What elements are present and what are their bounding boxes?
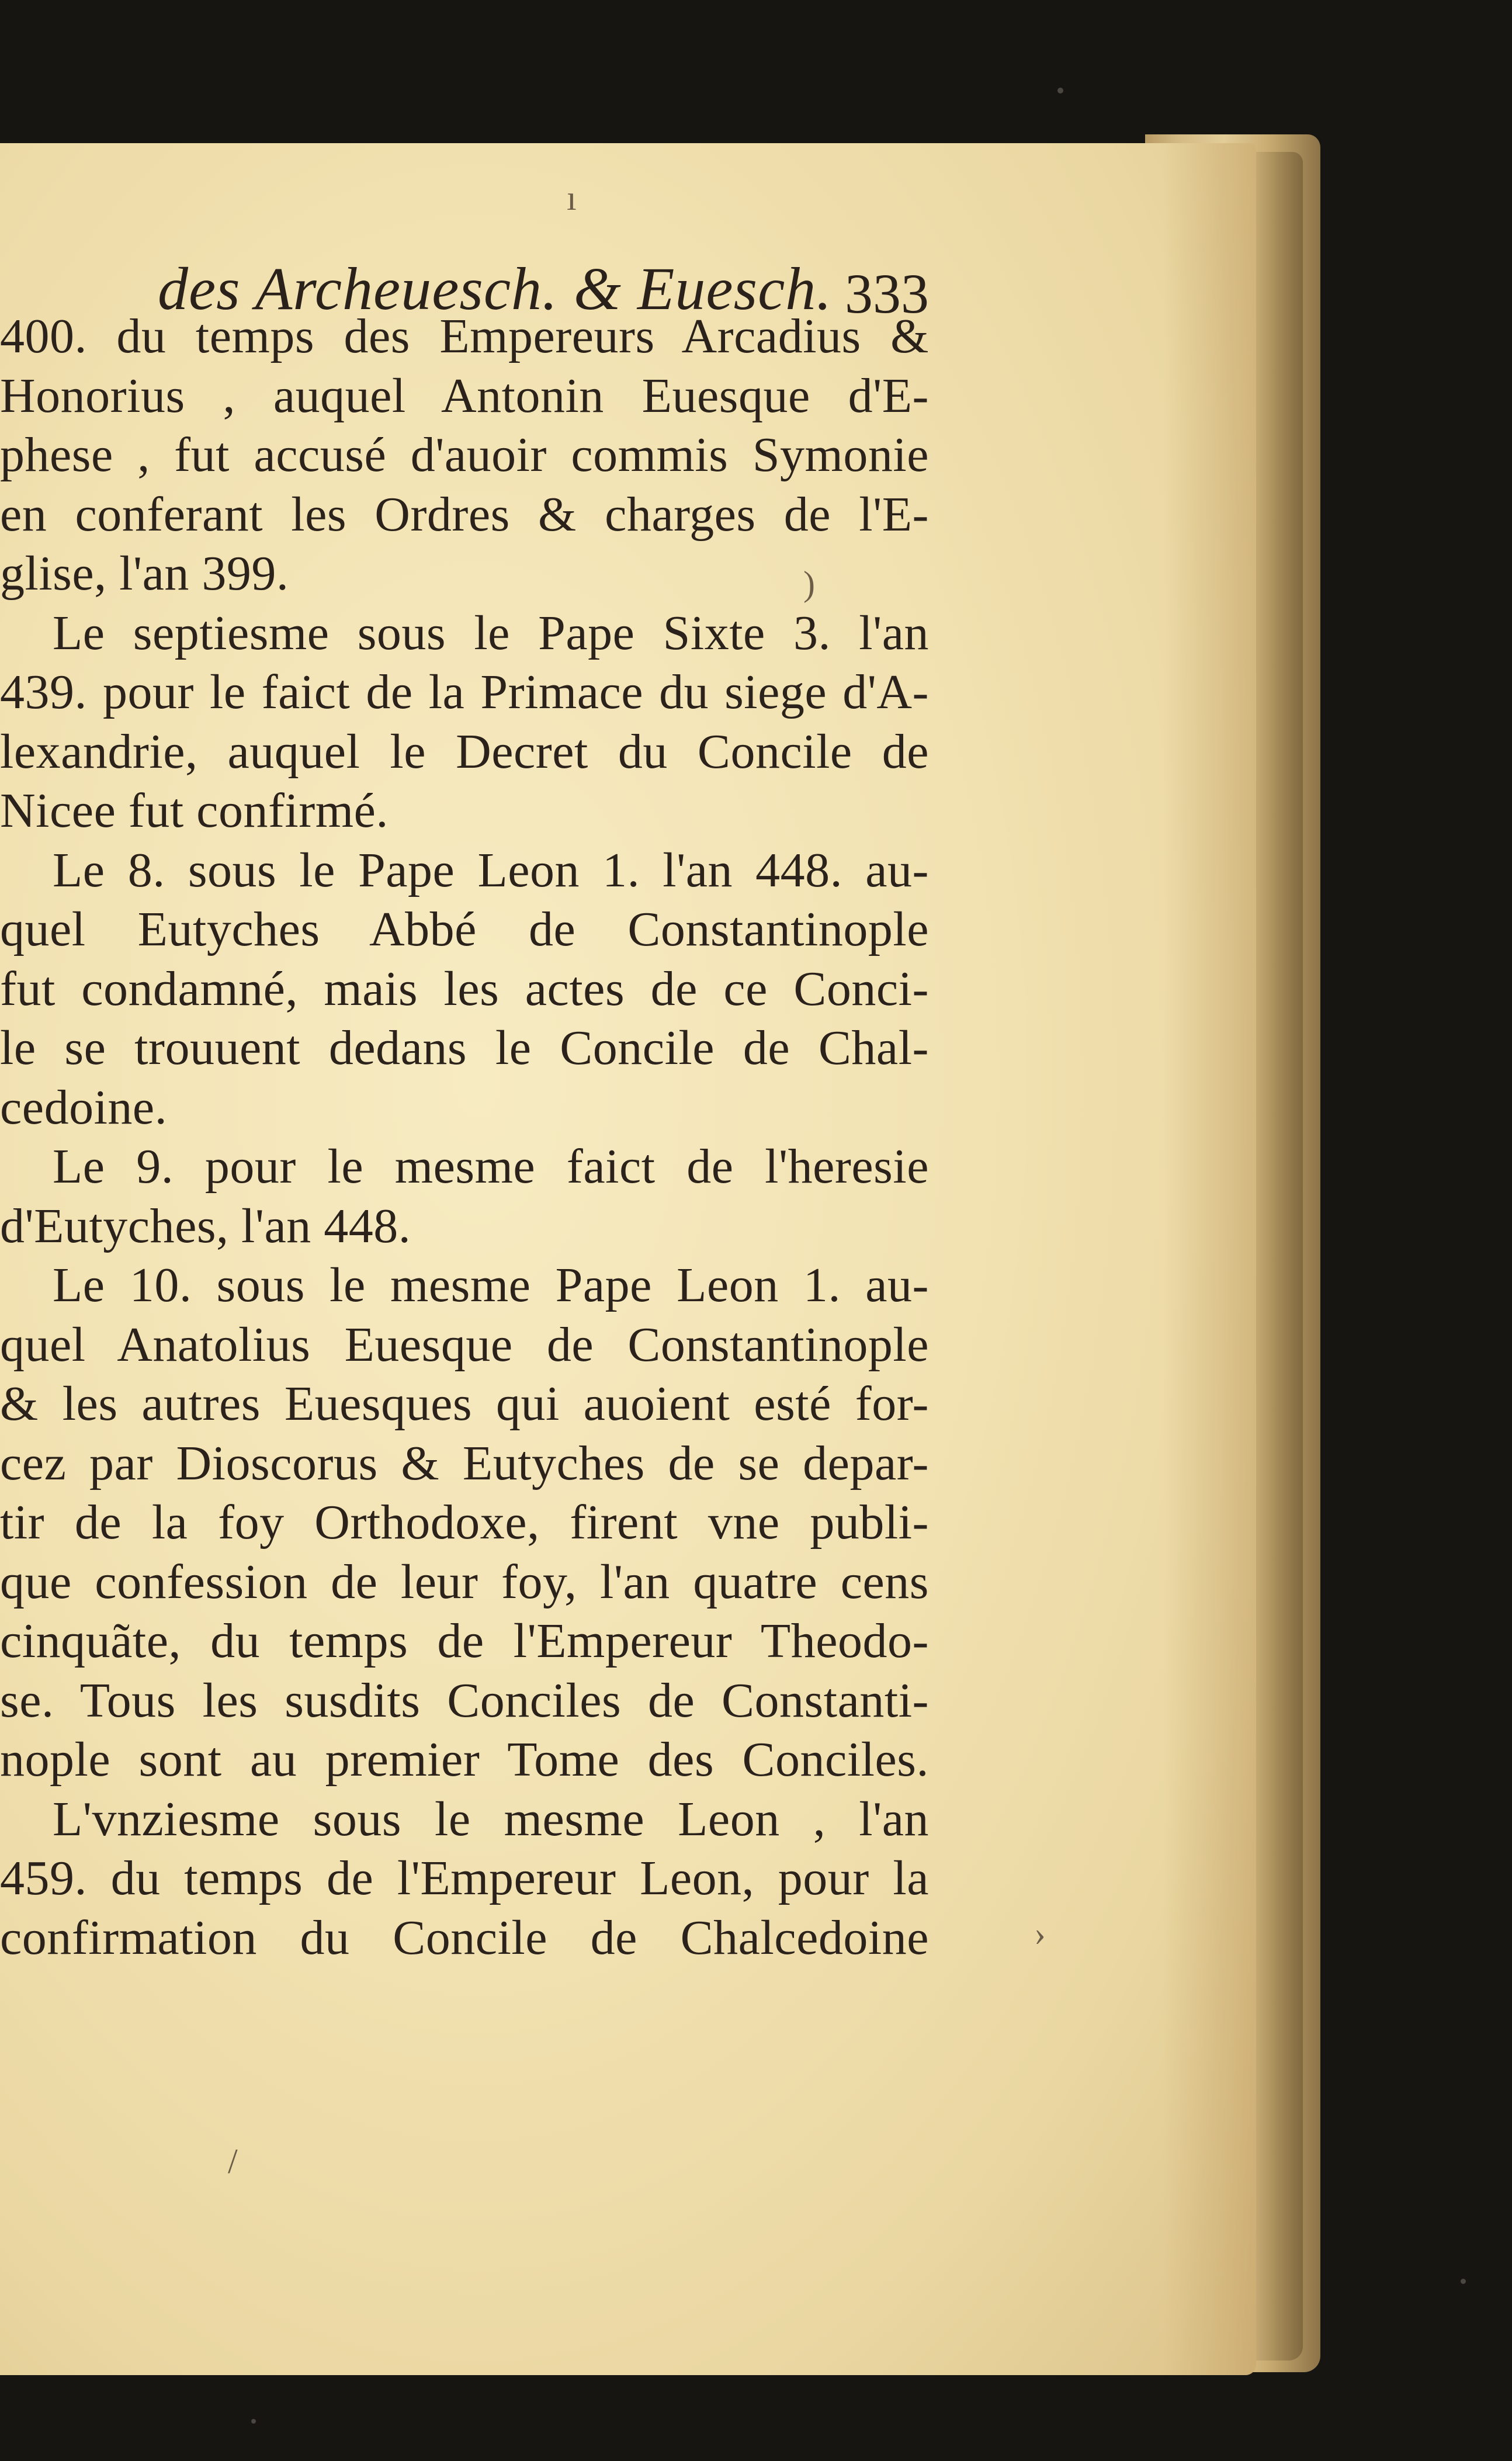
text-line: 439. pour le faict de la Primace du siege d'A- <box>0 665 929 719</box>
text-line: 459. du temps de l'Empereur Leon, pour la <box>0 1851 929 1905</box>
text-line: phese , fut accusé d'auoir commis Symonie <box>0 428 929 482</box>
margin-mark: › <box>1034 1914 1046 1953</box>
text-line: Le septiesme sous le Pape Sixte 3. l'an <box>53 605 929 660</box>
text-line: que confession de leur foy, l'an quatre cens <box>0 1554 929 1609</box>
backdrop-speck <box>1057 88 1063 93</box>
text-line: Le 9. pour le mesme faict de l'heresie <box>53 1139 929 1194</box>
text-line: tir de la foy Orthodoxe, firent vne publi- <box>0 1495 929 1550</box>
running-head: des Archeuesch. & Euesch. <box>158 255 833 323</box>
backdrop-speck <box>1461 2279 1466 2284</box>
text-line: L'vnziesme sous le mesme Leon , l'an <box>53 1791 929 1846</box>
text-line: lexandrie, auquel le Decret du Concile de <box>0 724 929 779</box>
text-line: quel Anatolius Euesque de Constantinople <box>0 1317 929 1372</box>
text-line: Le 10. sous le mesme Pape Leon 1. au- <box>53 1258 929 1312</box>
text-line: d'Eutyches, l'an 448. <box>0 1198 411 1253</box>
margin-mark: / <box>228 2142 238 2181</box>
text-line: Nicee fut confirmé. <box>0 784 389 838</box>
text-line: Honorius , auquel Antonin Euesque d'E- <box>0 368 929 423</box>
text-line: cinquãte, du temps de l'Empereur Theodo- <box>0 1614 929 1668</box>
text-line: 400. du temps des Empereurs Arcadius & <box>0 309 929 363</box>
body-text <box>0 307 929 1967</box>
text-line: nople sont au premier Tome des Conciles. <box>0 1732 929 1787</box>
text-line: cez par Dioscorus & Eutyches de se depar- <box>0 1436 929 1491</box>
text-line: quel Eutyches Abbé de Constantinople <box>0 902 929 956</box>
text-line: glise, l'an 399. <box>0 546 289 601</box>
book-page <box>0 143 1256 2375</box>
text-line: le se trouuent dedans le Concile de Chal- <box>0 1021 929 1075</box>
text-line: en conferant les Ordres & charges de l'E- <box>0 487 929 542</box>
margin-mark: ı <box>567 179 577 217</box>
text-line: & les autres Euesques qui auoient esté for- <box>0 1377 929 1431</box>
text-line: se. Tous les susdits Conciles de Constanti- <box>0 1673 929 1728</box>
page-number: 333 <box>845 262 929 325</box>
text-line: cedoine. <box>0 1080 168 1135</box>
text-line: confirmation du Concile de Chalcedoine <box>0 1910 929 1965</box>
text-line: Le 8. sous le Pape Leon 1. l'an 448. au- <box>53 843 929 897</box>
backdrop-speck <box>251 2419 256 2424</box>
text-line: fut condamné, mais les actes de ce Conci- <box>0 961 929 1016</box>
margin-mark: ) <box>803 564 815 603</box>
